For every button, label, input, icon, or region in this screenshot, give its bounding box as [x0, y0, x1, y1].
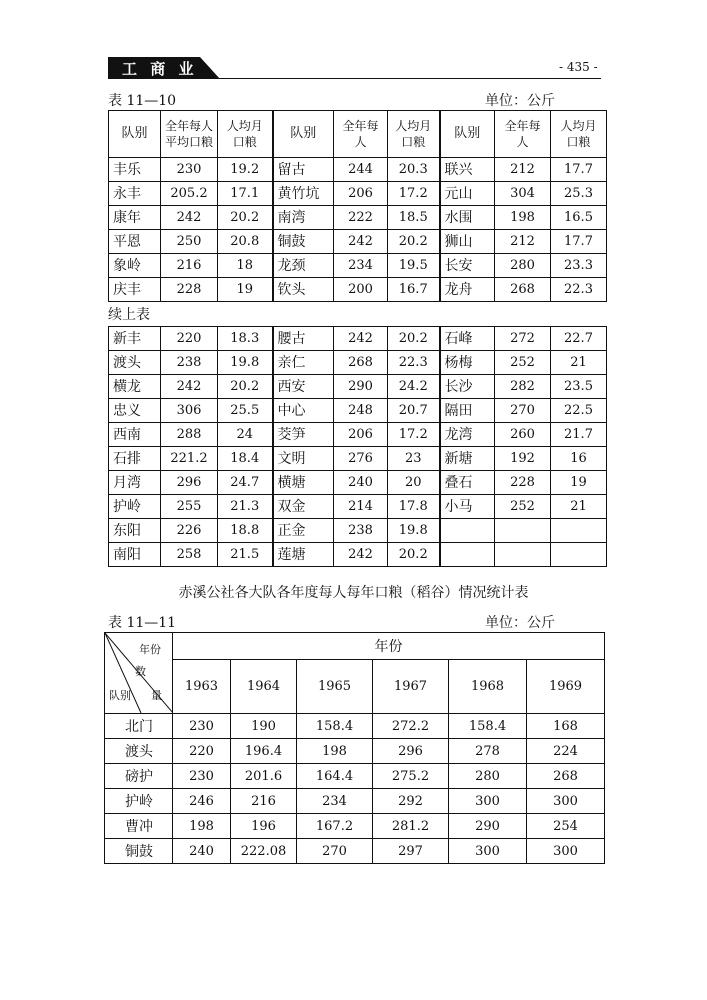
- annual-grain: 214: [334, 495, 388, 519]
- monthly-grain: 18.3: [218, 327, 273, 351]
- table-row: [109, 182, 607, 206]
- team-name: 留古: [273, 158, 334, 182]
- grain-value: 270: [297, 839, 373, 864]
- grain-value: 198: [297, 739, 373, 764]
- monthly-grain: 16.7: [388, 278, 440, 302]
- monthly-grain: 22.3: [388, 351, 440, 375]
- grain-value: 297: [373, 839, 449, 864]
- team-name: [440, 519, 495, 543]
- team-name: 新丰: [109, 327, 161, 351]
- grain-value: 164.4: [297, 764, 373, 789]
- monthly-grain: 23.3: [551, 254, 607, 278]
- grain-value: 296: [373, 739, 449, 764]
- year-cell: 1963: [173, 660, 231, 714]
- monthly-grain: 17.7: [551, 158, 607, 182]
- annual-grain: 216: [161, 254, 218, 278]
- team-name: 象岭: [109, 254, 161, 278]
- year-cell: 1967: [373, 660, 449, 714]
- table-row: [105, 714, 605, 739]
- annual-grain: 250: [161, 230, 218, 254]
- team-name: 文明: [273, 447, 334, 471]
- monthly-grain: 20.8: [218, 230, 273, 254]
- annual-grain: 296: [161, 471, 218, 495]
- team-name: 杨梅: [440, 351, 495, 375]
- corner-year: 年份: [139, 643, 161, 656]
- table1-continued-label: 续上表: [108, 307, 150, 323]
- annual-grain: [495, 519, 551, 543]
- grain-value: 280: [449, 764, 527, 789]
- table-row: [109, 423, 607, 447]
- annual-grain: 258: [161, 543, 218, 567]
- annual-grain: 268: [495, 278, 551, 302]
- team-name: 铜鼓: [273, 230, 334, 254]
- team-name: 双金: [273, 495, 334, 519]
- table-row: [109, 519, 607, 543]
- monthly-grain: 19: [218, 278, 273, 302]
- monthly-grain: 19.2: [218, 158, 273, 182]
- page-number: - 435 -: [559, 60, 598, 74]
- monthly-grain: 21.3: [218, 495, 273, 519]
- annual-grain: 234: [334, 254, 388, 278]
- annual-grain: 242: [161, 206, 218, 230]
- col-team: 队别: [440, 111, 495, 158]
- team-name: 茭笋: [273, 423, 334, 447]
- team-name: 月湾: [109, 471, 161, 495]
- corner-cell: [105, 633, 173, 714]
- monthly-grain: 21.5: [218, 543, 273, 567]
- table-row: [105, 839, 605, 864]
- monthly-grain: 17.7: [551, 230, 607, 254]
- grain-value: 278: [449, 739, 527, 764]
- table-row: [109, 375, 607, 399]
- col-annual: 全年每 人: [495, 111, 551, 158]
- table-row: [105, 814, 605, 839]
- annual-grain: 242: [161, 375, 218, 399]
- team-name: 正金: [273, 519, 334, 543]
- team-name: 护岭: [109, 495, 161, 519]
- team-name: 曹冲: [105, 814, 173, 839]
- team-name: 横塘: [273, 471, 334, 495]
- annual-grain: 230: [161, 158, 218, 182]
- monthly-grain: 16: [551, 447, 607, 471]
- team-name: 石峰: [440, 327, 495, 351]
- col-team: 队别: [109, 111, 161, 158]
- grain-value: 300: [527, 839, 605, 864]
- annual-grain: 288: [161, 423, 218, 447]
- monthly-grain: 18: [218, 254, 273, 278]
- annual-grain: 244: [334, 158, 388, 182]
- table2: [104, 632, 605, 864]
- grain-value: 158.4: [449, 714, 527, 739]
- annual-grain: 192: [495, 447, 551, 471]
- team-name: 丰乐: [109, 158, 161, 182]
- grain-value: 158.4: [297, 714, 373, 739]
- monthly-grain: 17.8: [388, 495, 440, 519]
- monthly-grain: 22.3: [551, 278, 607, 302]
- annual-grain: 212: [495, 230, 551, 254]
- team-name: 叠石: [440, 471, 495, 495]
- monthly-grain: [551, 543, 607, 567]
- monthly-grain: 18.4: [218, 447, 273, 471]
- grain-value: 292: [373, 789, 449, 814]
- team-name: 东阳: [109, 519, 161, 543]
- year-header: 年份: [173, 633, 605, 660]
- annual-grain: 276: [334, 447, 388, 471]
- team-name: 康年: [109, 206, 161, 230]
- team-name: 龙湾: [440, 423, 495, 447]
- table-row: [109, 495, 607, 519]
- annual-grain: 220: [161, 327, 218, 351]
- annual-grain: 242: [334, 543, 388, 567]
- grain-value: 196: [231, 814, 297, 839]
- team-name: 渡头: [109, 351, 161, 375]
- team-name: 腰古: [273, 327, 334, 351]
- table1: [108, 110, 607, 302]
- monthly-grain: 17.1: [218, 182, 273, 206]
- table-row: [109, 351, 607, 375]
- table-row: [105, 789, 605, 814]
- annual-grain: 200: [334, 278, 388, 302]
- annual-grain: 304: [495, 182, 551, 206]
- table-row: [109, 447, 607, 471]
- team-name: 石排: [109, 447, 161, 471]
- team-name: 横龙: [109, 375, 161, 399]
- team-name: [440, 543, 495, 567]
- grain-value: 216: [231, 789, 297, 814]
- monthly-grain: 20.7: [388, 399, 440, 423]
- table-row: [109, 278, 607, 302]
- team-name: 南湾: [273, 206, 334, 230]
- monthly-grain: 23.5: [551, 375, 607, 399]
- monthly-grain: 20.3: [388, 158, 440, 182]
- grain-value: 222.08: [231, 839, 297, 864]
- table2-unit: 单位：公斤: [485, 615, 555, 631]
- grain-value: 167.2: [297, 814, 373, 839]
- col-monthly: 人均月 口粮: [551, 111, 607, 158]
- monthly-grain: 20.2: [388, 327, 440, 351]
- table-row: [109, 158, 607, 182]
- annual-grain: 206: [334, 423, 388, 447]
- annual-grain: 290: [334, 375, 388, 399]
- annual-grain: 212: [495, 158, 551, 182]
- team-name: 永丰: [109, 182, 161, 206]
- table-row: [109, 471, 607, 495]
- team-name: 忠义: [109, 399, 161, 423]
- annual-grain: 248: [334, 399, 388, 423]
- corner-qty: 量: [151, 689, 162, 702]
- col-annual: 全年每人 平均口粮: [161, 111, 218, 158]
- monthly-grain: 24: [218, 423, 273, 447]
- grain-value: 224: [527, 739, 605, 764]
- team-name: 水围: [440, 206, 495, 230]
- monthly-grain: 17.2: [388, 423, 440, 447]
- team-name: 钦头: [273, 278, 334, 302]
- table-row: [105, 739, 605, 764]
- section-tab: [108, 57, 220, 79]
- monthly-grain: 21.7: [551, 423, 607, 447]
- header-rule: [108, 78, 601, 79]
- table1-unit: 单位：公斤: [485, 93, 555, 109]
- team-name: 中心: [273, 399, 334, 423]
- monthly-grain: 20: [388, 471, 440, 495]
- monthly-grain: 20.2: [388, 543, 440, 567]
- grain-value: 198: [173, 814, 231, 839]
- table-row: [109, 230, 607, 254]
- monthly-grain: 20.2: [218, 375, 273, 399]
- grain-value: 300: [449, 789, 527, 814]
- annual-grain: 240: [334, 471, 388, 495]
- team-name: 磅护: [105, 764, 173, 789]
- annual-grain: 228: [161, 278, 218, 302]
- team-name: 南阳: [109, 543, 161, 567]
- monthly-grain: 17.2: [388, 182, 440, 206]
- annual-grain: 260: [495, 423, 551, 447]
- team-name: 龙颈: [273, 254, 334, 278]
- annual-grain: 205.2: [161, 182, 218, 206]
- table-row: [109, 254, 607, 278]
- grain-value: 290: [449, 814, 527, 839]
- grain-value: 300: [449, 839, 527, 864]
- annual-grain: [495, 543, 551, 567]
- monthly-grain: 19.8: [388, 519, 440, 543]
- team-name: 渡头: [105, 739, 173, 764]
- year-cell: 1964: [231, 660, 297, 714]
- grain-value: 201.6: [231, 764, 297, 789]
- team-name: 龙舟: [440, 278, 495, 302]
- monthly-grain: 21: [551, 351, 607, 375]
- team-name: 北门: [105, 714, 173, 739]
- team-name: 西安: [273, 375, 334, 399]
- grain-value: 300: [527, 789, 605, 814]
- monthly-grain: 24.7: [218, 471, 273, 495]
- team-name: 护岭: [105, 789, 173, 814]
- team-name: 隔田: [440, 399, 495, 423]
- team-name: 新塘: [440, 447, 495, 471]
- annual-grain: 280: [495, 254, 551, 278]
- table2-title: 赤溪公社各大队各年度每人每年口粮（稻谷）情况统计表: [178, 585, 529, 601]
- table1-label: 表 11—10: [108, 93, 177, 109]
- monthly-grain: 19.5: [388, 254, 440, 278]
- monthly-grain: [551, 519, 607, 543]
- grain-value: 190: [231, 714, 297, 739]
- col-team: 队别: [273, 111, 334, 158]
- year-cell: 1968: [449, 660, 527, 714]
- table1-continued: [108, 326, 607, 567]
- annual-grain: 242: [334, 230, 388, 254]
- table-row: [109, 543, 607, 567]
- annual-grain: 198: [495, 206, 551, 230]
- corner-team: 队别: [109, 689, 131, 702]
- team-name: 西南: [109, 423, 161, 447]
- team-name: 联兴: [440, 158, 495, 182]
- grain-value: 196.4: [231, 739, 297, 764]
- monthly-grain: 23: [388, 447, 440, 471]
- annual-grain: 242: [334, 327, 388, 351]
- table-row: [109, 399, 607, 423]
- grain-value: 246: [173, 789, 231, 814]
- grain-value: 272.2: [373, 714, 449, 739]
- year-cell: 1965: [297, 660, 373, 714]
- team-name: 亲仁: [273, 351, 334, 375]
- team-name: 黄竹坑: [273, 182, 334, 206]
- annual-grain: 252: [495, 351, 551, 375]
- annual-grain: 222: [334, 206, 388, 230]
- team-name: 平恩: [109, 230, 161, 254]
- grain-value: 281.2: [373, 814, 449, 839]
- corner-num: 数: [135, 665, 146, 678]
- annual-grain: 272: [495, 327, 551, 351]
- monthly-grain: 19.8: [218, 351, 273, 375]
- annual-grain: 252: [495, 495, 551, 519]
- monthly-grain: 22.5: [551, 399, 607, 423]
- table-row: [105, 764, 605, 789]
- annual-grain: 228: [495, 471, 551, 495]
- annual-grain: 282: [495, 375, 551, 399]
- team-name: 长沙: [440, 375, 495, 399]
- annual-grain: 270: [495, 399, 551, 423]
- team-name: 元山: [440, 182, 495, 206]
- monthly-grain: 19: [551, 471, 607, 495]
- annual-grain: 255: [161, 495, 218, 519]
- grain-value: 254: [527, 814, 605, 839]
- monthly-grain: 22.7: [551, 327, 607, 351]
- table-row: [109, 206, 607, 230]
- grain-value: 168: [527, 714, 605, 739]
- team-name: 莲塘: [273, 543, 334, 567]
- grain-value: 268: [527, 764, 605, 789]
- annual-grain: 306: [161, 399, 218, 423]
- monthly-grain: 25.5: [218, 399, 273, 423]
- col-monthly: 人均月 口粮: [218, 111, 273, 158]
- monthly-grain: 20.2: [388, 230, 440, 254]
- section-title: 工 商 业: [122, 60, 198, 78]
- grain-value: 234: [297, 789, 373, 814]
- grain-value: 220: [173, 739, 231, 764]
- team-name: 小马: [440, 495, 495, 519]
- monthly-grain: 20.2: [218, 206, 273, 230]
- table2-label: 表 11—11: [108, 615, 177, 631]
- monthly-grain: 18.8: [218, 519, 273, 543]
- grain-value: 240: [173, 839, 231, 864]
- grain-value: 230: [173, 714, 231, 739]
- team-name: 铜鼓: [105, 839, 173, 864]
- annual-grain: 226: [161, 519, 218, 543]
- col-monthly: 人均月 口粮: [388, 111, 440, 158]
- grain-value: 275.2: [373, 764, 449, 789]
- annual-grain: 268: [334, 351, 388, 375]
- year-cell: 1969: [527, 660, 605, 714]
- table1-header-row: [109, 111, 607, 158]
- monthly-grain: 21: [551, 495, 607, 519]
- team-name: 庆丰: [109, 278, 161, 302]
- monthly-grain: 25.3: [551, 182, 607, 206]
- monthly-grain: 24.2: [388, 375, 440, 399]
- grain-value: 230: [173, 764, 231, 789]
- monthly-grain: 18.5: [388, 206, 440, 230]
- annual-grain: 238: [161, 351, 218, 375]
- annual-grain: 206: [334, 182, 388, 206]
- monthly-grain: 16.5: [551, 206, 607, 230]
- annual-grain: 221.2: [161, 447, 218, 471]
- table-row: [109, 327, 607, 351]
- col-annual: 全年每 人: [334, 111, 388, 158]
- team-name: 长安: [440, 254, 495, 278]
- team-name: 狮山: [440, 230, 495, 254]
- annual-grain: 238: [334, 519, 388, 543]
